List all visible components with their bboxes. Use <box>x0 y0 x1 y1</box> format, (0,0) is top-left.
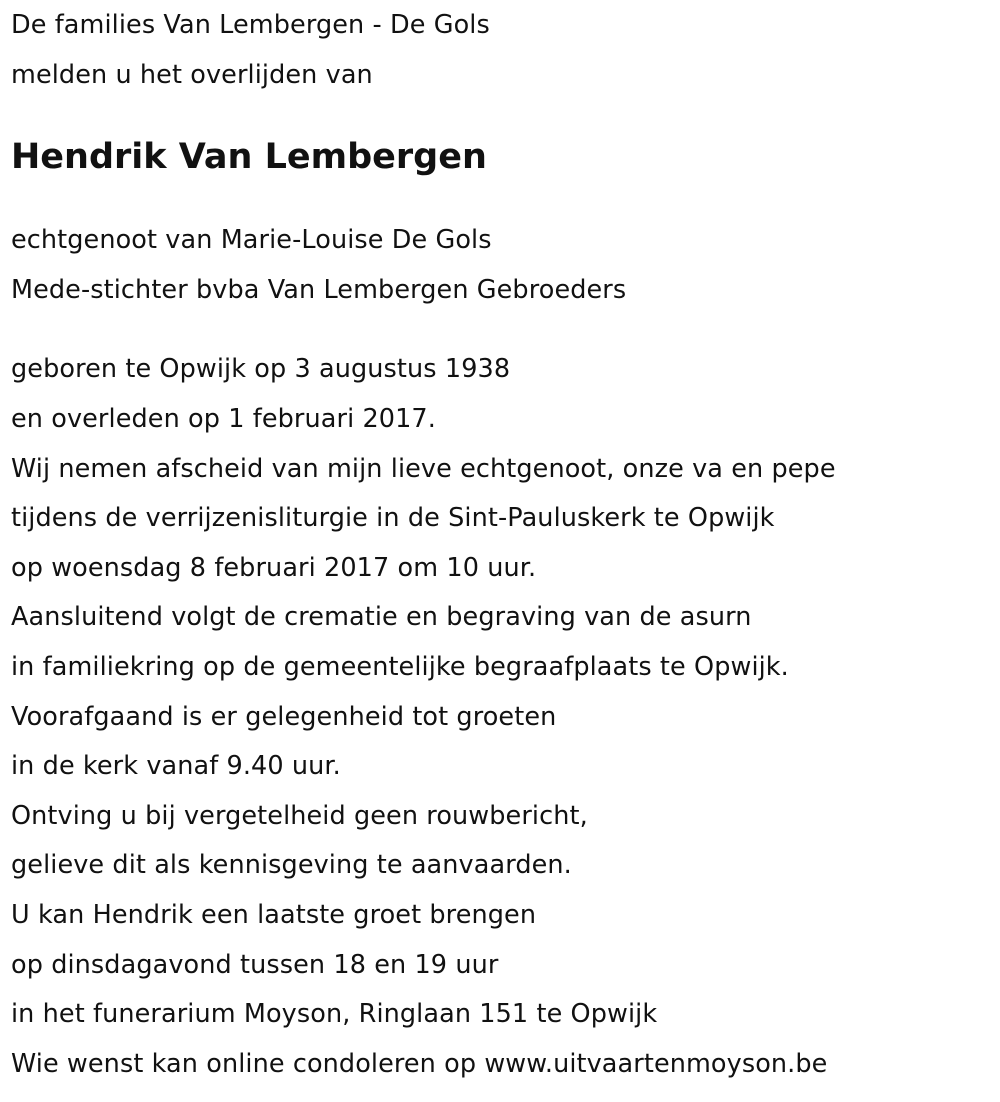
intro-line: melden u het overlijden van <box>11 59 373 90</box>
body-line: in de kerk vanaf 9.40 uur. <box>11 751 341 782</box>
death-notice <box>11 0 991 1089</box>
body-line: Voorafgaand is er gelegenheid tot groeten <box>11 701 557 732</box>
spacer <box>11 315 991 345</box>
relation-line: Mede-stichter bvba Van Lembergen Gebroeders <box>11 274 627 305</box>
body-line: Aansluitend volgt de crematie en begraving van de asurn <box>11 602 752 633</box>
body-line: U kan Hendrik een laatste groet brengen <box>11 899 537 930</box>
condolence-website-line: Wie wenst kan online condoleren op www.uitvaartenmoyson.be <box>11 1048 828 1079</box>
body-line: geboren te Opwijk op 3 augustus 1938 <box>11 354 511 385</box>
body-line: gelieve dit als kennisgeving te aanvaarden. <box>11 850 572 881</box>
body-line: en overleden op 1 februari 2017. <box>11 403 436 434</box>
body-line: op dinsdagavond tussen 18 en 19 uur <box>11 949 499 980</box>
body-block <box>11 345 991 1089</box>
body-line: op woensdag 8 februari 2017 om 10 uur. <box>11 552 537 583</box>
intro-line: De families Van Lembergen - De Gols <box>11 10 490 40</box>
relation-line: echtgenoot van Marie-Louise De Gols <box>11 225 492 256</box>
deceased-name: Hendrik Van Lembergen <box>11 137 487 178</box>
intro-block <box>11 1 991 100</box>
body-line: in familiekring op de gemeentelijke begraafplaats te Opwijk. <box>11 651 789 682</box>
body-line: Wij nemen afscheid van mijn lieve echtgenoot, onze va en pepe <box>11 453 836 484</box>
relations-block <box>11 216 991 315</box>
body-line: Ontving u bij vergetelheid geen rouwbericht, <box>11 800 588 831</box>
body-line: tijdens de verrijzenisliturgie in de Sint-Pauluskerk te Opwijk <box>11 503 775 534</box>
body-line: in het funerarium Moyson, Ringlaan 151 te Opwijk <box>11 999 658 1030</box>
